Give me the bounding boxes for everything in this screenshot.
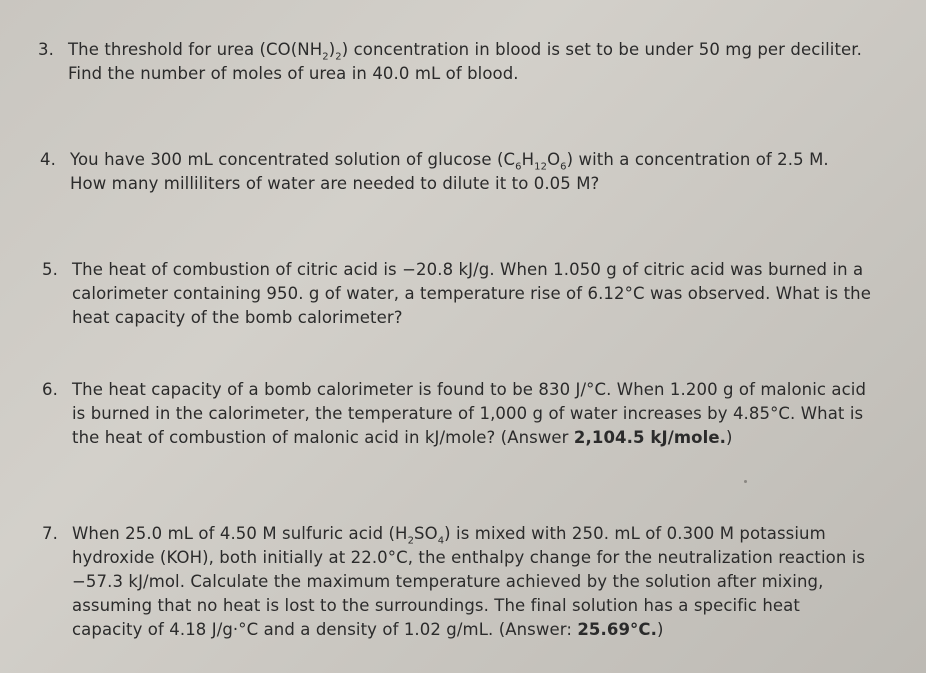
problem-number: 7.	[42, 524, 58, 543]
problem-number: 4.	[40, 150, 56, 169]
problem-6-line-2: is burned in the calorimeter, the temperature of 1,000 g of water increases by 4.85°C. What is	[72, 404, 864, 423]
problem-7-line-4: assuming that no heat is lost to the surroundings. The final solution has a specific heat	[72, 596, 800, 615]
problem-6-line-3: the heat of combustion of malonic acid in kJ/mole? (Answer 2,104.5 kJ/mole.)	[72, 428, 733, 447]
problem-5-line-3: heat capacity of the bomb calorimeter?	[72, 308, 403, 327]
problem-4-line-2: How many milliliters of water are needed to dilute it to 0.05 M?	[70, 174, 600, 193]
problem-7-line-3: −57.3 kJ/mol. Calculate the maximum temperature achieved by the solution after mixing,	[72, 572, 824, 591]
problem-3-line-2: Find the number of moles of urea in 40.0 mL of blood.	[68, 64, 519, 83]
problem-6-line-1: 6. The heat capacity of a bomb calorimeter is found to be 830 J/°C. When 1.200 g of malonic acid	[42, 378, 866, 402]
problem-7-line-2: hydroxide (KOH), both initially at 22.0°C, the enthalpy change for the neutralization reaction is	[72, 548, 866, 567]
problem-7-line-1: 7. When 25.0 mL of 4.50 M sulfuric acid $(H_2SO_4)$ is mixed with 250. mL of 0.300 M potassium	[42, 524, 826, 547]
problem-3-line-1: 3. The threshold for urea $(CO(NH_2)_2)$ concentration in blood is set to be under 50 mg per deciliter.	[38, 40, 862, 63]
problem-5-line-2: calorimeter containing 950. g of water, a temperature rise of 6.12°C was observed. What is the	[72, 284, 871, 303]
answer-value: 25.69°C.	[577, 620, 657, 639]
problem-6	[42, 378, 866, 450]
problem-number: 5.	[42, 260, 58, 279]
answer-value: 2,104.5 kJ/mole.	[573, 428, 726, 447]
problem-number: 6.	[42, 380, 58, 399]
problem-7	[42, 522, 865, 642]
paper-speck	[744, 480, 747, 483]
problem-7-line-5: capacity of 4.18 J/g·°C and a density of 1.02 g/mL. (Answer: 25.69°C.)	[72, 620, 664, 639]
problem-5-line-1: 5. The heat of combustion of citric acid is −20.8 kJ/g. When 1.050 g of citric acid was burned in a	[42, 258, 871, 282]
problem-3	[38, 38, 862, 86]
problem-4-line-1: 4. You have 300 mL concentrated solution of glucose $(C_6H_{12}O_6)$ with a concentration of 2.5 M.	[40, 150, 829, 173]
problem-number: 3.	[38, 40, 54, 59]
problem-4	[40, 148, 829, 196]
problem-5	[42, 258, 871, 330]
